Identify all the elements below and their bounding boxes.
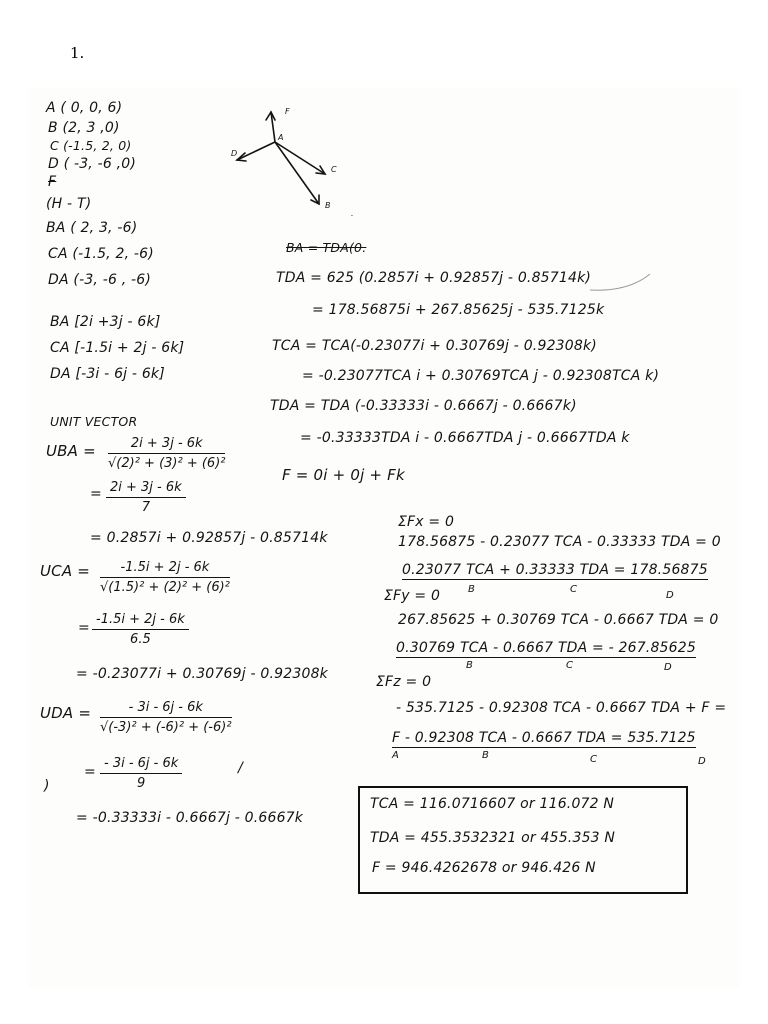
- answer-tca: TCA = 116.0716607 or 116.072 N: [370, 796, 615, 812]
- sum-fz: ΣFz = 0: [376, 674, 432, 690]
- tba-line-2: = 178.56875i + 267.85625j - 535.7125k: [312, 302, 605, 318]
- bracket-ca: CA [-1.5i + 2j - 6k]: [50, 340, 185, 356]
- fy-line: 267.85625 + 0.30769 TCA - 0.6667 TDA = 0: [398, 612, 719, 628]
- margin-hook: ): [44, 778, 50, 794]
- bracket-da: DA [-3i - 6j - 6k]: [50, 366, 165, 382]
- diagram-dot: .: [351, 209, 354, 218]
- point-b: B (2, 3 ,0): [48, 120, 120, 136]
- uda-fraction-2: [100, 756, 182, 791]
- tca-line-2: = -0.23077TCA i + 0.30769TCA j - 0.92308TCA k): [302, 368, 660, 384]
- ht-label: (H - T): [46, 196, 92, 212]
- fy-mark-b: B: [466, 660, 473, 671]
- answer-tda: TDA = 455.3532321 or 455.353 N: [370, 830, 616, 846]
- sum-fy: ΣFy = 0: [384, 588, 441, 604]
- point-d: D ( -3, -6 ,0): [48, 156, 137, 172]
- arrow-ab: [275, 142, 319, 204]
- fy-equation: 0.30769 TCA - 0.6667 TDA = - 267.85625: [396, 640, 696, 656]
- fz-equation: F - 0.92308 TCA - 0.6667 TDA = 535.7125: [392, 730, 696, 746]
- uda-denominator-1: √(-3)² + (-6)² + (-6)²: [100, 720, 232, 735]
- uda-denominator-2: 9: [137, 776, 146, 791]
- uba-denominator-2: 7: [141, 500, 150, 515]
- fx-mark-c: C: [570, 584, 577, 595]
- uca-equals: =: [78, 620, 90, 636]
- f-vector-line: F = 0i + 0j + Fk: [282, 466, 405, 484]
- uba-label: UBA =: [46, 442, 96, 460]
- fx-line: 178.56875 - 0.23077 TCA - 0.33333 TDA = 0: [398, 534, 721, 550]
- uca-fraction-1: [100, 560, 230, 595]
- uba-numerator-1: 2i + 3j - 6k: [108, 436, 225, 454]
- tda-line-2: = -0.33333TDA i - 0.6667TDA j - 0.6667TDA k: [300, 430, 630, 446]
- vector-ba: BA ( 2, 3, -6): [46, 220, 138, 236]
- vector-da: DA (-3, -6 , -6): [48, 272, 152, 288]
- problem-number: 1.: [70, 44, 85, 62]
- struck-ba-line: BA = TDA(0.: [286, 240, 367, 255]
- struck-letter: F: [48, 174, 57, 190]
- uba-fraction-1: [108, 436, 225, 471]
- bracket-ba: BA [2i +3j - 6k]: [50, 314, 161, 330]
- uca-label: UCA =: [40, 562, 91, 580]
- uba-result: = 0.2857i + 0.92857j - 0.85714k: [90, 530, 328, 546]
- fz-mark-c: C: [590, 754, 597, 765]
- uba-equals: =: [90, 486, 102, 502]
- uca-fraction-2: [92, 612, 189, 647]
- diagram-label-b: B: [325, 201, 331, 210]
- uca-numerator-2: -1.5i + 2j - 6k: [92, 612, 189, 630]
- uca-denominator-1: √(1.5)² + (2)² + (6)²: [100, 580, 230, 595]
- uda-fraction-1: [100, 700, 232, 735]
- uca-denominator-2: 6.5: [130, 632, 151, 647]
- answer-f: F = 946.4262678 or 946.426 N: [372, 860, 596, 876]
- sum-fx: ΣFx = 0: [398, 514, 455, 530]
- force-diagram: [225, 100, 365, 220]
- diagram-label-d: D: [231, 149, 238, 158]
- diagram-label-f: F: [285, 107, 290, 116]
- uda-label: UDA =: [40, 704, 92, 722]
- fz-line: - 535.7125 - 0.92308 TCA - 0.6667 TDA + F =: [396, 700, 727, 716]
- tba-line-1: TDA = 625 (0.2857i + 0.92857j - 0.85714k): [276, 270, 592, 286]
- fz-mark-a: A: [392, 750, 399, 761]
- fx-mark-d: D: [666, 590, 674, 601]
- fy-mark-c: C: [566, 660, 573, 671]
- diagram-label-a: A: [278, 133, 284, 142]
- arrowhead-f: [266, 112, 275, 120]
- point-c: C (-1.5, 2, 0): [50, 138, 132, 153]
- uca-numerator-1: -1.5i + 2j - 6k: [100, 560, 230, 578]
- uda-equals: =: [84, 764, 96, 780]
- arrow-ad: [237, 142, 275, 160]
- margin-tick: /: [238, 760, 243, 776]
- fz-mark-d: D: [698, 756, 706, 767]
- diagram-label-c: C: [331, 165, 337, 174]
- uda-numerator-1: - 3i - 6j - 6k: [100, 700, 232, 718]
- pencil-underline-curve: [588, 270, 652, 294]
- uda-result: = -0.33333i - 0.6667j - 0.6667k: [76, 810, 304, 826]
- uba-fraction-2: [106, 480, 186, 515]
- tda-line-1: TDA = TDA (-0.33333i - 0.6667j - 0.6667k): [270, 398, 577, 414]
- uda-numerator-2: - 3i - 6j - 6k: [100, 756, 182, 774]
- vector-ca: CA (-1.5, 2, -6): [48, 246, 154, 262]
- tca-line-1: TCA = TCA(-0.23077i + 0.30769j - 0.92308k): [272, 338, 597, 354]
- point-a: A ( 0, 0, 6): [46, 100, 123, 116]
- uba-denominator-1: √(2)² + (3)² + (6)²: [108, 456, 226, 471]
- fz-mark-b: B: [482, 750, 489, 761]
- fy-mark-d: D: [664, 662, 672, 673]
- unit-vector-title: UNIT VECTOR: [50, 414, 138, 429]
- fx-mark-b: B: [468, 584, 475, 595]
- uca-result: = -0.23077i + 0.30769j - 0.92308k: [76, 666, 328, 682]
- arrow-ac: [275, 142, 325, 174]
- uba-numerator-2: 2i + 3j - 6k: [106, 480, 186, 498]
- fx-equation: 0.23077 TCA + 0.33333 TDA = 178.56875: [402, 562, 708, 578]
